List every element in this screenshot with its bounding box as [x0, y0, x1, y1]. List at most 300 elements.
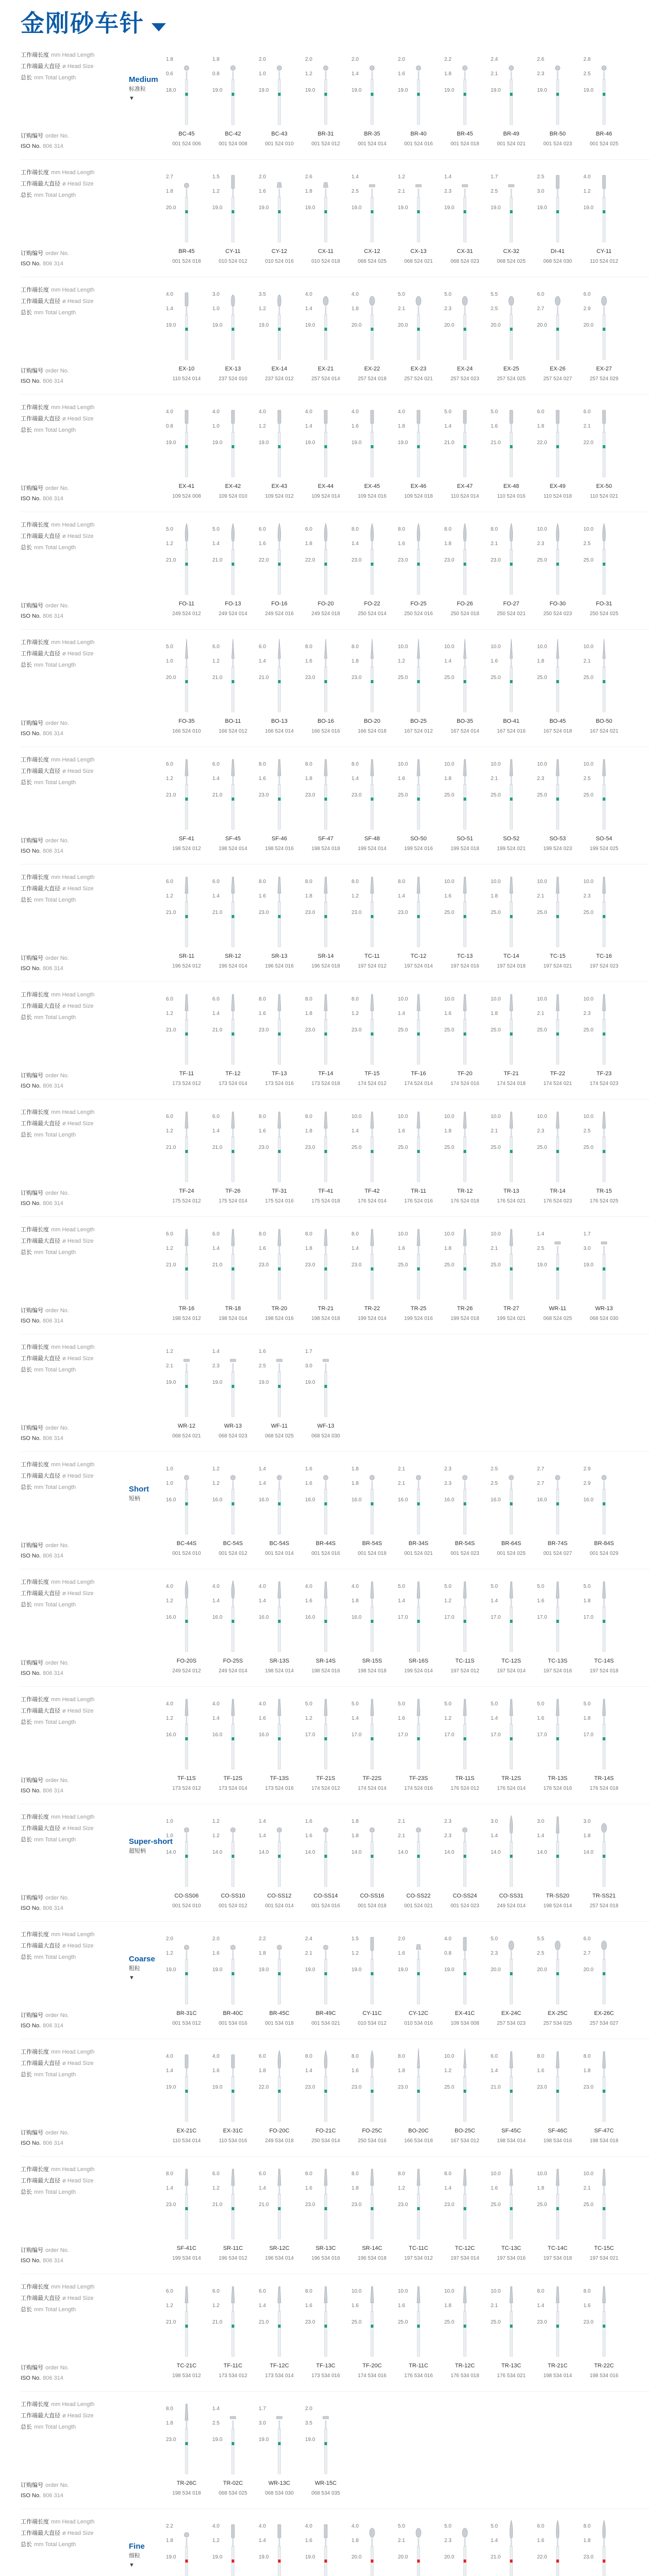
- bur-item[interactable]: [303, 1101, 348, 1217]
- total-length-value: 20.0: [444, 2554, 455, 2560]
- bur-item[interactable]: [442, 1689, 488, 1804]
- bur-item[interactable]: [257, 1101, 302, 1217]
- bur-item[interactable]: [535, 44, 580, 160]
- bur-item[interactable]: [257, 397, 302, 512]
- bur-item[interactable]: [396, 1571, 441, 1687]
- bur-neck: [232, 893, 234, 903]
- bur-item[interactable]: [581, 1924, 627, 2039]
- bur-item[interactable]: [303, 749, 348, 865]
- bur-item[interactable]: [164, 2276, 209, 2392]
- bur-item[interactable]: [535, 1571, 580, 1687]
- bur-neck: [186, 71, 188, 80]
- bur-item[interactable]: [442, 279, 488, 395]
- bur-item[interactable]: [581, 2159, 627, 2274]
- bur-item[interactable]: [257, 162, 302, 277]
- bur-illustration: [230, 518, 236, 596]
- bur-item[interactable]: [489, 1924, 534, 2039]
- head-length-value: 8.0: [444, 2171, 451, 2177]
- total-length-value: 25.0: [491, 1027, 501, 1033]
- bur-head: [417, 639, 420, 658]
- bur-item[interactable]: [349, 514, 395, 630]
- label-order-no-en: order No.: [45, 250, 69, 257]
- bur-illustration: [415, 1693, 422, 1770]
- bur-item[interactable]: [489, 1454, 534, 1569]
- bur-item[interactable]: [210, 514, 256, 630]
- bur-item[interactable]: [303, 2511, 348, 2576]
- bur-illustration: [230, 166, 236, 243]
- bur-item[interactable]: [489, 162, 534, 277]
- bur-item[interactable]: [535, 2276, 580, 2392]
- head-size-value: 1.4: [212, 776, 220, 782]
- label-iso-no-cn: ISO No.: [21, 965, 41, 972]
- bur-item[interactable]: [210, 1101, 256, 1217]
- head-size-value: 2.3: [537, 776, 544, 782]
- bur-item[interactable]: [349, 1454, 395, 1569]
- bur-item[interactable]: [349, 2276, 395, 2392]
- order-code: TC-14: [503, 953, 520, 959]
- bur-item[interactable]: [257, 2394, 302, 2509]
- bur-illustration: [555, 871, 561, 948]
- bur-head: [556, 2286, 559, 2303]
- bur-item[interactable]: [303, 162, 348, 277]
- label-total-length-cn: 总长: [21, 2307, 32, 2313]
- bur-item[interactable]: [535, 1924, 580, 2039]
- bur-item[interactable]: [489, 1101, 534, 1217]
- bur-item[interactable]: [210, 279, 256, 395]
- bur-item[interactable]: [303, 1219, 348, 1334]
- head-size-value: 1.2: [212, 2538, 220, 2544]
- bur-item[interactable]: [396, 162, 441, 277]
- bur-head: [602, 2052, 606, 2068]
- bur-head: [278, 994, 281, 1011]
- grit-band: [417, 1972, 420, 1975]
- bur-head: [602, 410, 606, 423]
- bur-item[interactable]: [303, 44, 348, 160]
- bur-head: [324, 1582, 327, 1598]
- bur-shank: [186, 1019, 188, 1064]
- bur-item[interactable]: [535, 1806, 580, 1922]
- bur-item[interactable]: [257, 1689, 302, 1804]
- bur-item[interactable]: [396, 984, 441, 1099]
- label-head-size: [21, 2410, 124, 2421]
- order-code: CO-SS24: [453, 1893, 477, 1899]
- head-size-value: 1.6: [398, 776, 405, 782]
- bur-item[interactable]: [535, 1219, 580, 1334]
- bur-item[interactable]: [489, 279, 534, 395]
- bur-item[interactable]: [349, 162, 395, 277]
- bur-item[interactable]: [303, 1689, 348, 1804]
- bur-neck: [464, 893, 466, 903]
- bur-item[interactable]: [535, 279, 580, 395]
- bur-item[interactable]: [396, 279, 441, 395]
- bur-neck: [325, 423, 327, 433]
- bur-item[interactable]: [303, 632, 348, 747]
- head-size-value: 1.2: [212, 658, 220, 664]
- bur-item[interactable]: [164, 2511, 209, 2576]
- label-head-size-en: ø Head Size: [62, 298, 94, 304]
- bur-item[interactable]: [489, 749, 534, 865]
- bur-item[interactable]: [164, 2394, 209, 2509]
- head-size-value: 1.2: [398, 2185, 405, 2191]
- bur-item[interactable]: [442, 397, 488, 512]
- bur-item[interactable]: [535, 162, 580, 277]
- label-order-no-en: order No.: [45, 485, 69, 492]
- bur-item[interactable]: [349, 2159, 395, 2274]
- bur-item[interactable]: [581, 162, 627, 277]
- bur-item[interactable]: [489, 1689, 534, 1804]
- bur-item[interactable]: [396, 44, 441, 160]
- bur-item[interactable]: [210, 397, 256, 512]
- bur-item[interactable]: [257, 2159, 302, 2274]
- bur-item[interactable]: [210, 162, 256, 277]
- bur-item[interactable]: [442, 632, 488, 747]
- bur-item[interactable]: [581, 397, 627, 512]
- bur-item[interactable]: [210, 1336, 256, 1452]
- bur-item[interactable]: [581, 279, 627, 395]
- grit-band: [510, 563, 513, 566]
- bur-item[interactable]: [257, 867, 302, 982]
- bur-item[interactable]: [349, 2511, 395, 2576]
- bur-item[interactable]: [581, 749, 627, 865]
- section-divider: [21, 1921, 649, 1922]
- bur-item[interactable]: [303, 867, 348, 982]
- bur-item[interactable]: [442, 2041, 488, 2157]
- label-total-length-en: mm Total Length: [34, 897, 76, 903]
- bur-item[interactable]: [164, 44, 209, 160]
- bur-item[interactable]: [581, 1571, 627, 1687]
- bur-item[interactable]: [442, 2511, 488, 2576]
- bur-item[interactable]: [396, 1806, 441, 1922]
- bur-item[interactable]: [396, 1689, 441, 1804]
- bur-item[interactable]: [489, 1806, 534, 1922]
- bur-item[interactable]: [257, 2276, 302, 2392]
- bur-item[interactable]: [535, 984, 580, 1099]
- bur-item[interactable]: [535, 867, 580, 982]
- bur-item[interactable]: [396, 632, 441, 747]
- bur-item[interactable]: [581, 514, 627, 630]
- bur-item[interactable]: [442, 1219, 488, 1334]
- bur-item[interactable]: [257, 279, 302, 395]
- bur-item[interactable]: [164, 1924, 209, 2039]
- bur-item[interactable]: [349, 279, 395, 395]
- bur-item[interactable]: [164, 632, 209, 747]
- bur-item[interactable]: [257, 1806, 302, 1922]
- bur-item[interactable]: [489, 1571, 534, 1687]
- total-length-value: 25.0: [583, 910, 594, 916]
- bur-item[interactable]: [303, 1571, 348, 1687]
- catalog-section: [0, 1219, 670, 1334]
- bur-item[interactable]: [349, 1806, 395, 1922]
- bur-item[interactable]: [535, 1689, 580, 1804]
- grit-band: [557, 1502, 559, 1505]
- bur-item[interactable]: [581, 1454, 627, 1569]
- bur-shank: [325, 1137, 327, 1182]
- bur-item[interactable]: [164, 1219, 209, 1334]
- bur-neck: [418, 776, 420, 785]
- bur-item[interactable]: [257, 44, 302, 160]
- head-length-value: 6.0: [212, 2289, 220, 2294]
- bur-item[interactable]: [396, 867, 441, 982]
- bur-item[interactable]: [257, 749, 302, 865]
- bur-head: [323, 296, 328, 306]
- bur-head: [463, 1937, 466, 1951]
- bur-item[interactable]: [210, 867, 256, 982]
- bur-item[interactable]: [303, 984, 348, 1099]
- bur-item[interactable]: [164, 867, 209, 982]
- bur-item[interactable]: [303, 514, 348, 630]
- bur-item[interactable]: [210, 2041, 256, 2157]
- head-size-value: 1.2: [351, 893, 359, 899]
- bur-item[interactable]: [210, 2276, 256, 2392]
- bur-item[interactable]: [489, 632, 534, 747]
- bur-item[interactable]: [442, 44, 488, 160]
- bur-item[interactable]: [396, 1101, 441, 1217]
- bur-item[interactable]: [257, 1924, 302, 2039]
- bur-item[interactable]: [535, 632, 580, 747]
- label-total-length: [21, 1364, 124, 1376]
- bur-item[interactable]: [164, 162, 209, 277]
- bur-item[interactable]: [210, 2511, 256, 2576]
- label-head-size-cn: 工作端最大直径: [21, 1473, 60, 1479]
- bur-item[interactable]: [581, 1219, 627, 1334]
- bur-item[interactable]: [257, 2041, 302, 2157]
- bur-item[interactable]: [396, 2041, 441, 2157]
- bur-item[interactable]: [489, 514, 534, 630]
- bur-item[interactable]: [442, 1571, 488, 1687]
- bur-item[interactable]: [257, 1454, 302, 1569]
- bur-illustration: [230, 988, 236, 1065]
- bur-item[interactable]: [581, 984, 627, 1099]
- bur-item[interactable]: [303, 2276, 348, 2392]
- bur-item[interactable]: [164, 1689, 209, 1804]
- bur-item[interactable]: [303, 2041, 348, 2157]
- bur-item[interactable]: [257, 984, 302, 1099]
- bur-item[interactable]: [396, 1924, 441, 2039]
- bur-item[interactable]: [349, 1689, 395, 1804]
- bur-item[interactable]: [535, 1101, 580, 1217]
- label-iso-no-en: 806 314: [43, 1905, 63, 1911]
- bur-item[interactable]: [257, 2511, 302, 2576]
- total-length-value: 19.0: [583, 88, 594, 93]
- bur-item[interactable]: [349, 2041, 395, 2157]
- label-order-no-cn: 订购编号: [21, 250, 43, 257]
- bur-item[interactable]: [349, 44, 395, 160]
- bur-item[interactable]: [210, 749, 256, 865]
- bur-neck: [186, 1246, 188, 1255]
- bur-item[interactable]: [210, 1924, 256, 2039]
- bur-item[interactable]: [535, 2511, 580, 2576]
- bur-item[interactable]: [210, 984, 256, 1099]
- bur-neck: [186, 1128, 188, 1138]
- bur-item[interactable]: [210, 44, 256, 160]
- head-size-value: 2.7: [537, 1481, 544, 1486]
- bur-item[interactable]: [581, 1101, 627, 1217]
- bur-item[interactable]: [164, 749, 209, 865]
- bur-item[interactable]: [581, 2276, 627, 2392]
- label-head-length-cn: 工作端长度: [21, 52, 49, 58]
- bur-neck: [232, 1246, 234, 1255]
- bur-neck: [604, 423, 605, 433]
- bur-neck: [604, 2303, 605, 2312]
- bur-item[interactable]: [442, 514, 488, 630]
- label-head-length-en: mm Head Length: [51, 757, 95, 763]
- bur-item[interactable]: [303, 1924, 348, 2039]
- bur-item[interactable]: [396, 514, 441, 630]
- bur-item[interactable]: [442, 162, 488, 277]
- label-total-length-en: mm Total Length: [34, 427, 76, 433]
- bur-item[interactable]: [303, 2159, 348, 2274]
- bur-item[interactable]: [349, 867, 395, 982]
- bur-item[interactable]: [210, 1689, 256, 1804]
- bur-item[interactable]: [210, 1219, 256, 1334]
- bur-item[interactable]: [164, 2159, 209, 2274]
- bur-item[interactable]: [535, 397, 580, 512]
- spec-labels: [21, 1577, 124, 1611]
- grit-band: [325, 1150, 327, 1153]
- bur-item[interactable]: [210, 632, 256, 747]
- bur-item[interactable]: [164, 1806, 209, 1922]
- bur-item[interactable]: [489, 2041, 534, 2157]
- bur-item[interactable]: [489, 2511, 534, 2576]
- bur-item[interactable]: [257, 632, 302, 747]
- grit-band: [325, 915, 327, 918]
- bur-head: [323, 1827, 328, 1832]
- head-length-value: 3.0: [583, 1819, 591, 1824]
- bur-item[interactable]: [164, 397, 209, 512]
- head-length-value: 8.0: [583, 2289, 591, 2294]
- bur-item[interactable]: [303, 1454, 348, 1569]
- bur-item[interactable]: [349, 397, 395, 512]
- bur-item[interactable]: [396, 397, 441, 512]
- bur-head: [185, 293, 188, 306]
- bur-item[interactable]: [164, 1454, 209, 1569]
- bur-item[interactable]: [489, 397, 534, 512]
- bur-item[interactable]: [303, 1336, 348, 1452]
- label-order-no: [21, 836, 69, 846]
- bur-item[interactable]: [442, 1454, 488, 1569]
- bur-item[interactable]: [489, 2276, 534, 2392]
- bur-item[interactable]: [581, 1806, 627, 1922]
- bur-item[interactable]: [303, 1806, 348, 1922]
- bur-item[interactable]: [164, 514, 209, 630]
- bur-item[interactable]: [349, 632, 395, 747]
- bur-item[interactable]: [581, 44, 627, 160]
- head-size-value: 1.6: [537, 1716, 544, 1721]
- grit-band: [464, 1267, 466, 1270]
- bur-item[interactable]: [210, 1454, 256, 1569]
- bur-item[interactable]: [442, 984, 488, 1099]
- bur-item[interactable]: [442, 2159, 488, 2274]
- bur-item[interactable]: [581, 867, 627, 982]
- grit-band: [278, 1385, 281, 1388]
- label-total-length: [21, 425, 124, 436]
- bur-item[interactable]: [210, 2394, 256, 2509]
- bur-item[interactable]: [535, 514, 580, 630]
- bur-item[interactable]: [535, 1454, 580, 1569]
- bur-item[interactable]: [442, 2276, 488, 2392]
- bur-head: [371, 2169, 374, 2185]
- bur-item[interactable]: [349, 1571, 395, 1687]
- bur-item[interactable]: [442, 749, 488, 865]
- bur-item[interactable]: [396, 2276, 441, 2392]
- bur-shank: [232, 1606, 234, 1652]
- bur-item[interactable]: [303, 397, 348, 512]
- grit-band: [371, 1150, 374, 1153]
- bur-item[interactable]: [489, 1219, 534, 1334]
- order-code: WR-15C: [314, 2480, 337, 2486]
- bur-item[interactable]: [442, 867, 488, 982]
- bur-item[interactable]: [210, 2159, 256, 2274]
- bur-item[interactable]: [442, 1806, 488, 1922]
- section-divider: [21, 2391, 649, 2392]
- bur-head: [463, 523, 466, 541]
- bur-item[interactable]: [489, 44, 534, 160]
- bur-item[interactable]: [396, 749, 441, 865]
- head-size-value: 2.1: [537, 893, 544, 899]
- bur-item[interactable]: [164, 1101, 209, 1217]
- bur-item[interactable]: [396, 2159, 441, 2274]
- bur-item[interactable]: [257, 514, 302, 630]
- bur-item[interactable]: [535, 749, 580, 865]
- grit-band: [325, 445, 327, 448]
- bur-shank: [371, 197, 374, 242]
- bur-item[interactable]: [164, 984, 209, 1099]
- bur-head: [231, 1112, 234, 1128]
- bur-head: [602, 175, 606, 189]
- head-length-value: 2.5: [537, 174, 544, 180]
- bur-item[interactable]: [303, 279, 348, 395]
- bur-item[interactable]: [581, 1689, 627, 1804]
- bur-shank: [325, 667, 327, 712]
- bur-item[interactable]: [349, 1924, 395, 2039]
- bur-item[interactable]: [257, 1336, 302, 1452]
- head-size-value: 1.4: [166, 2068, 173, 2074]
- bur-item[interactable]: [442, 1101, 488, 1217]
- bur-item[interactable]: [210, 1806, 256, 1922]
- bur-item[interactable]: [349, 1101, 395, 1217]
- bur-item[interactable]: [581, 2511, 627, 2576]
- bur-item[interactable]: [581, 632, 627, 747]
- bur-item[interactable]: [396, 2511, 441, 2576]
- bur-item[interactable]: [164, 1571, 209, 1687]
- bur-item[interactable]: [489, 867, 534, 982]
- bur-item[interactable]: [164, 2041, 209, 2157]
- bur-item[interactable]: [535, 2041, 580, 2157]
- bur-shank: [557, 549, 559, 595]
- label-order-no: [21, 2363, 69, 2373]
- bur-item[interactable]: [303, 2394, 348, 2509]
- bur-item[interactable]: [164, 279, 209, 395]
- bur-item[interactable]: [349, 984, 395, 1099]
- bur-item[interactable]: [489, 984, 534, 1099]
- bur-item[interactable]: [349, 749, 395, 865]
- bur-item[interactable]: [396, 1454, 441, 1569]
- bur-item[interactable]: [396, 1219, 441, 1334]
- bur-item[interactable]: [257, 1219, 302, 1334]
- bur-item[interactable]: [164, 1336, 209, 1452]
- bur-item[interactable]: [489, 2159, 534, 2274]
- bur-item[interactable]: [257, 1571, 302, 1687]
- bur-item[interactable]: [442, 1924, 488, 2039]
- bur-item[interactable]: [210, 1571, 256, 1687]
- bur-item[interactable]: [349, 1219, 395, 1334]
- head-size-value: 2.3: [583, 1011, 591, 1016]
- total-length-value: 21.0: [491, 2554, 501, 2560]
- bur-item[interactable]: [581, 2041, 627, 2157]
- label-iso-no-cn: ISO No.: [21, 1083, 41, 1089]
- head-size-value: 1.8: [305, 1246, 312, 1251]
- bur-item[interactable]: [535, 2159, 580, 2274]
